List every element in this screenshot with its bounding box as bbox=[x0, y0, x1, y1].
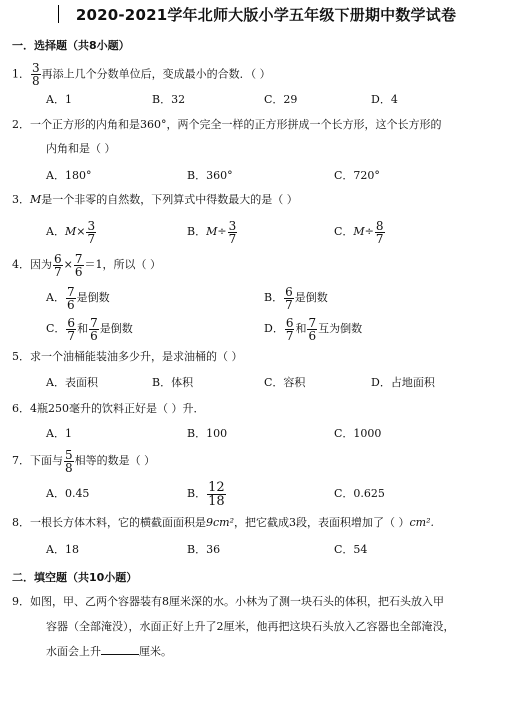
q3-option-a: A．M× $\frac{3}{7}$ bbox=[46, 218, 96, 246]
page-title: 2020-2021学年北师大版小学五年级下册期中数学试卷 bbox=[75, 6, 457, 24]
question-2: 2．一个正方形的内角和是360°，两个完全一样的正方形拼成一个长方形，这个长方形的 bbox=[12, 118, 442, 131]
question-9-cont-2: 水面会上升 厘米。 bbox=[46, 645, 172, 658]
q8-option-c: C．54 bbox=[334, 543, 368, 556]
q2-option-a: A．180° bbox=[46, 169, 92, 182]
q6-option-a: A．1 bbox=[46, 427, 72, 440]
q4-option-d: D． $\frac{6}{7}$ 和 $\frac{7}{6}$ 互为倒数 bbox=[264, 315, 363, 343]
question-6: 6．4瓶250毫升的饮料正好是（ ）升． bbox=[12, 402, 205, 415]
q1-option-d: D．4 bbox=[371, 93, 398, 106]
q5-option-d: D．占地面积 bbox=[371, 376, 435, 389]
q6-option-b: B．100 bbox=[187, 427, 228, 440]
q5-option-a: A．表面积 bbox=[46, 376, 98, 389]
q2-option-b: B．360° bbox=[187, 169, 233, 182]
q7-option-c: C．0.625 bbox=[334, 487, 385, 500]
question-9: 9．如图，甲、乙两个容器装有8厘米深的水。小林为了测一块石头的体积，把石头放入甲 bbox=[12, 595, 444, 608]
question-1: 1． $\frac{3}{8}$ 再添上几个分数单位后，变成最小的合数．（ ） bbox=[12, 61, 271, 88]
question-8: 8．一根长方体木料，它的横截面面积是9cm²，把它截成3段，表面积增加了（ ）cm². bbox=[12, 516, 434, 529]
answer-blank[interactable] bbox=[101, 644, 139, 655]
q1-option-a: A．1 bbox=[46, 93, 72, 106]
question-4: 4．因为 $\frac{6}{7}$ × $\frac{7}{6}$ ＝1，所以（ ） bbox=[12, 251, 161, 279]
q8-option-a: A．18 bbox=[46, 543, 79, 556]
q4-option-b: B． $\frac{6}{7}$ 是倒数 bbox=[264, 284, 328, 312]
question-5: 5．求一个油桶能装油多少升，是求油桶的（ ） bbox=[12, 350, 243, 363]
q5-option-c: C．容积 bbox=[264, 376, 306, 389]
section-heading-fill: 二．填空题（共10小题） bbox=[12, 571, 138, 584]
q7-option-b: B． $\frac{12}{18}$ bbox=[187, 479, 225, 509]
question-7: 7．下面与 $\frac{5}{8}$ 相等的数是（ ） bbox=[12, 447, 156, 475]
question-3: 3．M是一个非零的自然数，下列算式中得数最大的是（ ） bbox=[12, 193, 298, 206]
q5-option-b: B．体积 bbox=[152, 376, 194, 389]
fraction: $\frac{3}{8}$ bbox=[32, 61, 40, 88]
q3-option-b: B．M÷ $\frac{3}{7}$ bbox=[187, 218, 237, 246]
q6-option-c: C．1000 bbox=[334, 427, 382, 440]
q4-option-a: A． $\frac{7}{6}$ 是倒数 bbox=[46, 284, 110, 312]
q1-option-b: B．32 bbox=[152, 93, 186, 106]
q8-option-b: B．36 bbox=[187, 543, 221, 556]
q3-option-c: C．M÷ $\frac{8}{7}$ bbox=[334, 218, 384, 246]
section-heading-choice: 一．选择题（共8小题） bbox=[12, 39, 130, 52]
q1-option-c: C．29 bbox=[264, 93, 298, 106]
q7-option-a: A．0.45 bbox=[46, 487, 90, 500]
q2-option-c: C．720° bbox=[334, 169, 380, 182]
question-2-cont: 内角和是（ ） bbox=[46, 142, 116, 155]
q4-option-c: C． $\frac{6}{7}$ 和 $\frac{7}{6}$ 是倒数 bbox=[46, 315, 133, 343]
question-9-cont: 容器（全部淹没），水面正好上升了2厘米，他再把这块石头放入乙容器也全部淹没， bbox=[46, 620, 455, 633]
